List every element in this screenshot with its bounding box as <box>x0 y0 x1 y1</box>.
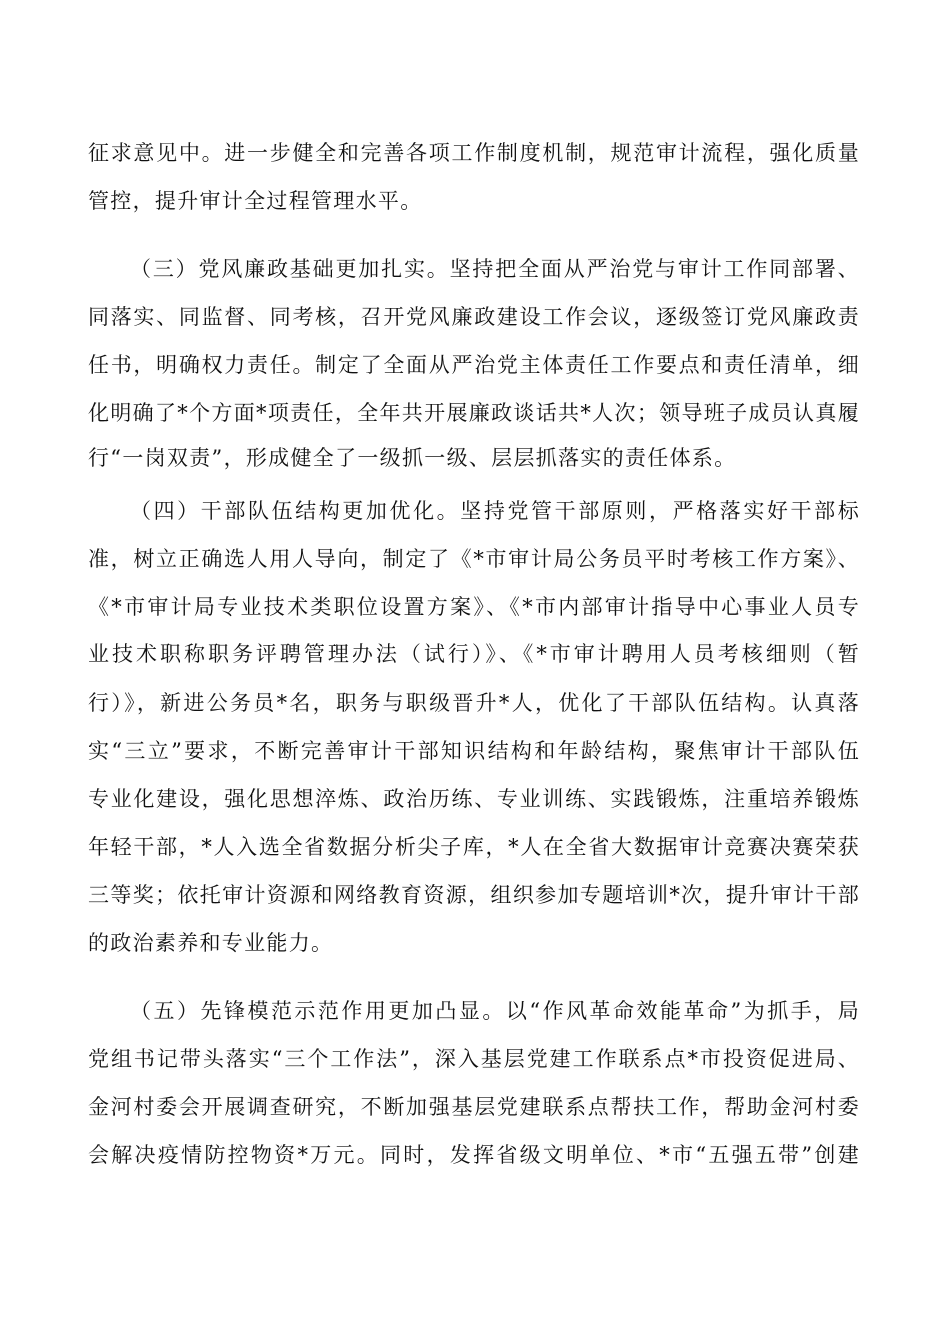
text-line: 专业化建设，强化思想淬炼、政治历练、专业训练、实践锻炼，注重培养锻炼 <box>88 787 860 811</box>
text-line: 三等奖；依托审计资源和网络教育资源，组织参加专题培训*次，提升审计干部 <box>88 883 860 907</box>
section-heading-line: （五）先锋模范示范作用更加凸显。以“作风革命效能革命”为抓手，局 <box>130 999 860 1023</box>
text-line: 同落实、同监督、同考核，召开党风廉政建设工作会议，逐级签订党风廉政责 <box>88 305 860 329</box>
text-line: 行“一岗双责”，形成健全了一级抓一级、层层抓落实的责任体系。 <box>88 446 737 470</box>
text-line: 征求意见中。进一步健全和完善各项工作制度机制，规范审计流程，强化质量 <box>88 141 860 165</box>
text-line: 《*市审计局专业技术类职位设置方案》、《*市内部审计指导中心事业人员专 <box>88 595 860 619</box>
text-line: 党组书记带头落实“三个工作法”，深入基层党建工作联系点*市投资促进局、 <box>88 1047 860 1071</box>
text-line: 管控，提升审计全过程管理水平。 <box>88 189 423 213</box>
text-line: 准，树立正确选人用人导向，制定了《*市审计局公务员平时考核工作方案》、 <box>88 547 860 571</box>
text-line: 任书，明确权力责任。制定了全面从严治党主体责任工作要点和责任清单，细 <box>88 353 860 377</box>
text-line: 的政治素养和专业能力。 <box>88 931 334 955</box>
text-line: 年轻干部，*人入选全省数据分析尖子库，*人在全省大数据审计竞赛决赛荣获 <box>88 835 860 859</box>
section-heading-line: （四）干部队伍结构更加优化。坚持党管干部原则，严格落实好干部标 <box>130 499 860 523</box>
text-line: 业技术职称职务评聘管理办法（试行）》、《*市审计聘用人员考核细则（暂 <box>88 642 860 666</box>
text-line: 化明确了*个方面*项责任，全年共开展廉政谈话共*人次；领导班子成员认真履 <box>88 401 860 425</box>
text-line: 行）》，新进公务员*名，职务与职级晋升*人，优化了干部队伍结构。认真落 <box>88 691 860 715</box>
text-line: 实“三立”要求，不断完善审计干部知识结构和年龄结构，聚焦审计干部队伍 <box>88 739 860 763</box>
text-line: 会解决疫情防控物资*万元。同时，发挥省级文明单位、*市“五强五带”创建 <box>88 1143 860 1167</box>
text-line: 金河村委会开展调查研究，不断加强基层党建联系点帮扶工作，帮助金河村委 <box>88 1095 860 1119</box>
section-heading-line: （三）党风廉政基础更加扎实。坚持把全面从严治党与审计工作同部署、 <box>130 257 860 281</box>
